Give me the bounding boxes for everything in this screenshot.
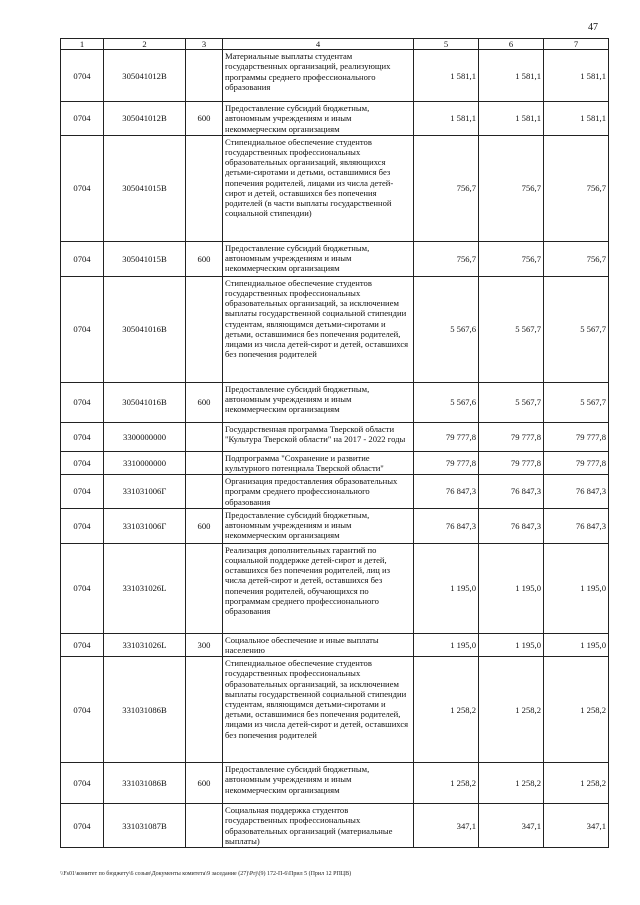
item-description: Социальная поддержка студентов государственных профессиональных образовательных организаций (материальные выплаты) xyxy=(223,804,414,848)
value-col7: 1 581,1 xyxy=(544,50,609,102)
column-header: 4 xyxy=(223,39,414,50)
target-code: 331031086В xyxy=(104,657,186,763)
table-row xyxy=(61,241,609,276)
item-description: Предоставление субсидий бюджетным, автономным учреждениям и иным некоммерческим организациям xyxy=(223,382,414,422)
target-code: 305041016В xyxy=(104,382,186,422)
table-row xyxy=(61,804,609,848)
item-description: Предоставление субсидий бюджетным, автономным учреждениям и иным некоммерческим организациям xyxy=(223,102,414,136)
value-col7: 76 847,3 xyxy=(544,475,609,509)
value-col5: 756,7 xyxy=(414,241,479,276)
target-code: 331031087В xyxy=(104,804,186,848)
item-description: Предоставление субсидий бюджетным, автономным учреждениям и иным некоммерческим организациям xyxy=(223,241,414,276)
target-code: 331031026L xyxy=(104,543,186,633)
target-code: 331031086В xyxy=(104,763,186,804)
value-col5: 76 847,3 xyxy=(414,475,479,509)
target-code: 331031006Г xyxy=(104,475,186,509)
target-code: 305041012В xyxy=(104,50,186,102)
expense-type xyxy=(186,135,223,241)
value-col5: 1 195,0 xyxy=(414,543,479,633)
table-row xyxy=(61,276,609,382)
value-col6: 756,7 xyxy=(479,135,544,241)
column-header: 7 xyxy=(544,39,609,50)
column-header: 1 xyxy=(61,39,104,50)
section-code: 0704 xyxy=(61,382,104,422)
expense-type xyxy=(186,276,223,382)
value-col7: 1 258,2 xyxy=(544,657,609,763)
value-col6: 1 195,0 xyxy=(479,543,544,633)
table-row xyxy=(61,451,609,474)
table-row xyxy=(61,135,609,241)
value-col7: 5 567,7 xyxy=(544,382,609,422)
value-col5: 5 567,6 xyxy=(414,276,479,382)
item-description: Социальное обеспечение и иные выплаты населению xyxy=(223,633,414,656)
value-col6: 1 581,1 xyxy=(479,50,544,102)
header-row xyxy=(61,39,609,50)
column-header: 6 xyxy=(479,39,544,50)
expense-type xyxy=(186,543,223,633)
value-col6: 79 777,8 xyxy=(479,451,544,474)
value-col5: 79 777,8 xyxy=(414,451,479,474)
page-number: 47 xyxy=(588,22,598,33)
expense-type: 600 xyxy=(186,508,223,543)
value-col7: 756,7 xyxy=(544,135,609,241)
value-col5: 1 258,2 xyxy=(414,763,479,804)
value-col5: 1 581,1 xyxy=(414,102,479,136)
item-description: Реализация дополнительных гарантий по социальной поддержке детей-сирот и детей, оставшихся без попечения родителей, лиц из числа детей-сирот и детей, оставшихся без попечения родителей, обучающихся по программам среднего профессионального образования xyxy=(223,543,414,633)
value-col6: 756,7 xyxy=(479,241,544,276)
table-row xyxy=(61,422,609,451)
section-code: 0704 xyxy=(61,804,104,848)
target-code: 305041015В xyxy=(104,241,186,276)
value-col6: 5 567,7 xyxy=(479,276,544,382)
expense-type xyxy=(186,451,223,474)
expense-type xyxy=(186,422,223,451)
section-code: 0704 xyxy=(61,657,104,763)
item-description: Стипендиальное обеспечение студентов государственных профессиональных образовательных организаций, за исключением выплаты государственной социальной стипендии студентам, являющимся детьми-сиротами и детьми, оставшимися без попечения родителей, лицами из числа детей-сирот и детей, оставшихся без попечения родителей xyxy=(223,276,414,382)
value-col7: 5 567,7 xyxy=(544,276,609,382)
item-description: Подпрограмма "Сохранение и развитие культурного потенциала Тверской области" xyxy=(223,451,414,474)
item-description: Материальные выплаты студентам государственных организаций, реализующих программы среднего профессионального образования xyxy=(223,50,414,102)
value-col6: 76 847,3 xyxy=(479,508,544,543)
footer-file-path: \\Fs01\комитет по бюджету\6 созыв\Документы комитета\9 заседание (27)\Prj\(9) 172-П-6\Прил 5 (Прил 12 РПЦВ) xyxy=(60,871,352,877)
value-col6: 1 581,1 xyxy=(479,102,544,136)
value-col5: 76 847,3 xyxy=(414,508,479,543)
section-code: 0704 xyxy=(61,276,104,382)
value-col7: 1 195,0 xyxy=(544,633,609,656)
section-code: 0704 xyxy=(61,241,104,276)
table-row xyxy=(61,475,609,509)
column-header: 5 xyxy=(414,39,479,50)
expense-type: 600 xyxy=(186,382,223,422)
value-col5: 1 581,1 xyxy=(414,50,479,102)
item-description: Организация предоставления образовательных программ среднего профессионального образования xyxy=(223,475,414,509)
item-description: Предоставление субсидий бюджетным, автономным учреждениям и иным некоммерческим организациям xyxy=(223,763,414,804)
value-col6: 347,1 xyxy=(479,804,544,848)
section-code: 0704 xyxy=(61,763,104,804)
section-code: 0704 xyxy=(61,508,104,543)
target-code: 305041016В xyxy=(104,276,186,382)
budget-table xyxy=(60,38,609,848)
section-code: 0704 xyxy=(61,50,104,102)
value-col6: 1 258,2 xyxy=(479,657,544,763)
value-col5: 79 777,8 xyxy=(414,422,479,451)
table-row xyxy=(61,543,609,633)
value-col6: 1 195,0 xyxy=(479,633,544,656)
value-col5: 1 195,0 xyxy=(414,633,479,656)
expense-type xyxy=(186,475,223,509)
table-row xyxy=(61,382,609,422)
table-row xyxy=(61,763,609,804)
value-col5: 756,7 xyxy=(414,135,479,241)
table-row xyxy=(61,633,609,656)
expense-type: 600 xyxy=(186,763,223,804)
section-code: 0704 xyxy=(61,422,104,451)
value-col7: 347,1 xyxy=(544,804,609,848)
expense-type xyxy=(186,50,223,102)
table-row xyxy=(61,50,609,102)
target-code: 305041012В xyxy=(104,102,186,136)
expense-type: 600 xyxy=(186,241,223,276)
item-description: Стипендиальное обеспечение студентов государственных профессиональных образовательных организаций, за исключением выплаты государственной социальной стипендии студентам, являющимся детьми-сиротами и детьми, оставшимися без попечения родителей, лицами из числа детей-сирот и детей, оставшихся без попечения родителей xyxy=(223,657,414,763)
value-col7: 76 847,3 xyxy=(544,508,609,543)
value-col5: 5 567,6 xyxy=(414,382,479,422)
value-col7: 79 777,8 xyxy=(544,451,609,474)
value-col5: 347,1 xyxy=(414,804,479,848)
section-code: 0704 xyxy=(61,633,104,656)
value-col6: 76 847,3 xyxy=(479,475,544,509)
value-col5: 1 258,2 xyxy=(414,657,479,763)
expense-type: 300 xyxy=(186,633,223,656)
section-code: 0704 xyxy=(61,543,104,633)
target-code: 331031026L xyxy=(104,633,186,656)
item-description: Стипендиальное обеспечение студентов государственных профессиональных образовательных организаций, являющихся детьми-сиротами и детьми, оставшимися без попечения родителей, лицами из числа детей-сирот и детей, оставшихся без попечения родителей (в части выплаты государственной социальной стипендии) xyxy=(223,135,414,241)
column-header: 2 xyxy=(104,39,186,50)
value-col7: 1 581,1 xyxy=(544,102,609,136)
target-code: 3300000000 xyxy=(104,422,186,451)
expense-type xyxy=(186,804,223,848)
value-col7: 1 258,2 xyxy=(544,763,609,804)
column-header: 3 xyxy=(186,39,223,50)
target-code: 305041015В xyxy=(104,135,186,241)
section-code: 0704 xyxy=(61,102,104,136)
item-description: Государственная программа Тверской области "Культура Тверской области" на 2017 - 2022 годы xyxy=(223,422,414,451)
section-code: 0704 xyxy=(61,135,104,241)
expense-type: 600 xyxy=(186,102,223,136)
value-col7: 756,7 xyxy=(544,241,609,276)
value-col6: 79 777,8 xyxy=(479,422,544,451)
value-col7: 79 777,8 xyxy=(544,422,609,451)
item-description: Предоставление субсидий бюджетным, автономным учреждениям и иным некоммерческим организациям xyxy=(223,508,414,543)
target-code: 331031006Г xyxy=(104,508,186,543)
target-code: 3310000000 xyxy=(104,451,186,474)
value-col7: 1 195,0 xyxy=(544,543,609,633)
value-col6: 1 258,2 xyxy=(479,763,544,804)
table-row xyxy=(61,657,609,763)
value-col6: 5 567,7 xyxy=(479,382,544,422)
table-row xyxy=(61,508,609,543)
section-code: 0704 xyxy=(61,451,104,474)
expense-type xyxy=(186,657,223,763)
section-code: 0704 xyxy=(61,475,104,509)
table-row xyxy=(61,102,609,136)
